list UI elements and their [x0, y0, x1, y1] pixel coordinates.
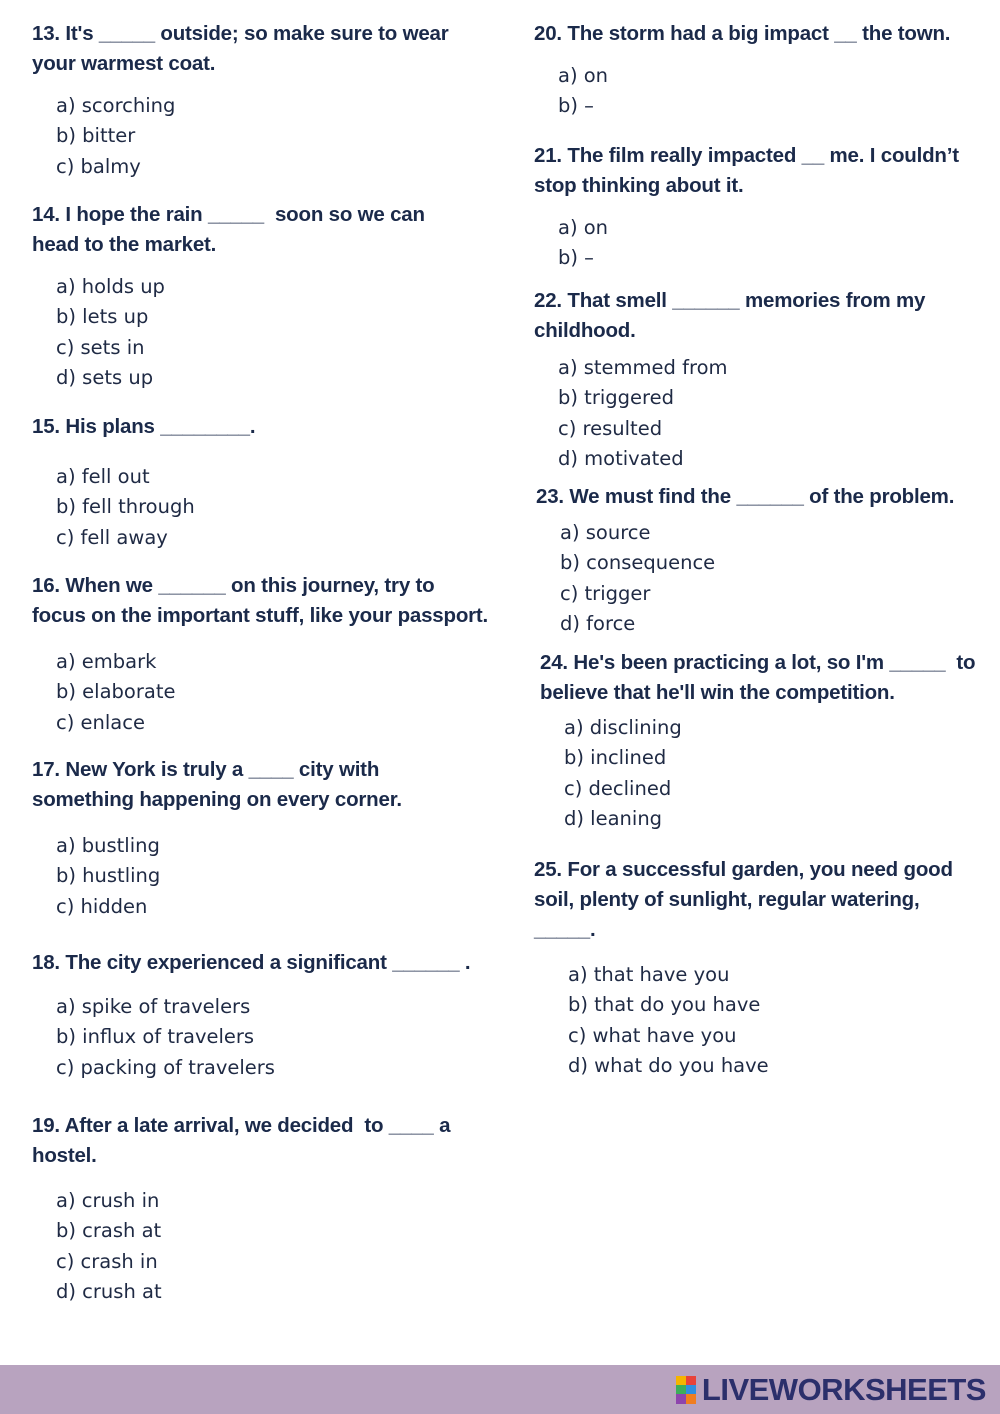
options-list: [32, 992, 470, 1083]
options-list: [534, 61, 950, 122]
liveworksheets-logo[interactable]: [676, 1374, 986, 1406]
question-text: 17. New York is truly a ____ city with something happening on every corner.: [32, 758, 402, 811]
option[interactable]: b) influx of travelers: [56, 1025, 255, 1049]
question-15: [32, 412, 255, 553]
question-24: [540, 648, 975, 834]
logo-mark-icon: [676, 1376, 696, 1404]
logo-square: [676, 1376, 686, 1385]
options-list: [32, 1186, 450, 1307]
option[interactable]: a) source: [560, 521, 651, 544]
option[interactable]: b) inclined: [564, 746, 667, 770]
option[interactable]: d) leaning: [564, 806, 663, 830]
logo-square: [686, 1376, 696, 1385]
option[interactable]: a) on: [558, 64, 609, 87]
question-text: 23. We must find the ______ of the problem.: [536, 485, 955, 508]
option[interactable]: c) balmy: [56, 154, 141, 178]
options-list: [32, 831, 402, 922]
option[interactable]: b) elaborate: [56, 680, 176, 704]
option[interactable]: c) declined: [564, 776, 672, 800]
option[interactable]: a) scorching: [56, 94, 176, 117]
option[interactable]: b) triggered: [558, 386, 674, 410]
options-list: [534, 960, 953, 1081]
option[interactable]: a) crush in: [56, 1189, 160, 1212]
option[interactable]: d) sets up: [56, 365, 154, 389]
question-text: 18. The city experienced a significant ______ .: [32, 951, 471, 974]
option[interactable]: c) resulted: [558, 416, 663, 440]
option[interactable]: b) lets up: [56, 305, 149, 329]
question-23: [536, 482, 954, 639]
question-17: [32, 755, 402, 922]
option[interactable]: c) trigger: [560, 581, 651, 605]
question-text: 20. The storm had a big impact __ the town.: [534, 22, 951, 45]
option[interactable]: a) embark: [56, 650, 157, 673]
question-18: [32, 948, 470, 1083]
footer-band: [0, 1365, 1000, 1414]
options-list: [32, 272, 425, 393]
question-22: [534, 286, 925, 474]
question-25: [534, 855, 953, 1081]
option[interactable]: b) bitter: [56, 124, 136, 148]
logo-square: [676, 1394, 686, 1404]
option[interactable]: a) spike of travelers: [56, 995, 251, 1018]
logo-square: [686, 1394, 696, 1404]
options-list: [534, 353, 925, 474]
question-text: 14. I hope the rain _____ soon so we can head to the market.: [32, 203, 425, 256]
question-20: [534, 19, 950, 122]
question-13: [32, 19, 449, 182]
question-14: [32, 200, 425, 393]
option[interactable]: b) consequence: [560, 551, 716, 575]
question-text: 21. The film really impacted __ me. I couldn’t stop thinking about it.: [534, 144, 959, 197]
option[interactable]: a) that have you: [568, 963, 730, 986]
options-list: [32, 91, 449, 182]
option[interactable]: b) hustling: [56, 864, 161, 888]
option[interactable]: c) hidden: [56, 894, 148, 918]
question-text: 16. When we ______ on this journey, try to focus on the important stuff, like your passport.: [32, 574, 489, 627]
logo-square: [676, 1385, 686, 1394]
logo-square: [686, 1385, 696, 1394]
option[interactable]: c) packing of travelers: [56, 1055, 275, 1079]
option[interactable]: a) holds up: [56, 275, 165, 298]
option[interactable]: c) crash in: [56, 1249, 158, 1273]
option[interactable]: a) fell out: [56, 465, 150, 488]
option[interactable]: c) what have you: [568, 1023, 737, 1047]
options-list: [32, 647, 488, 738]
options-list: [32, 462, 255, 553]
option[interactable]: b) –: [558, 94, 594, 118]
option[interactable]: c) fell away: [56, 525, 168, 549]
option[interactable]: a) on: [558, 216, 609, 239]
option[interactable]: d) force: [560, 611, 636, 635]
options-list: [540, 713, 975, 834]
question-text: 13. It's _____ outside; so make sure to wear your warmest coat.: [32, 22, 449, 75]
option[interactable]: c) sets in: [56, 335, 145, 359]
option[interactable]: d) motivated: [558, 446, 684, 470]
option[interactable]: b) fell through: [56, 495, 195, 519]
options-list: [534, 213, 959, 274]
option[interactable]: a) bustling: [56, 834, 160, 857]
option[interactable]: b) –: [558, 246, 594, 270]
logo-text: LIVEWORKSHEETS: [701, 1372, 986, 1407]
options-list: [536, 518, 954, 639]
question-text: 19. After a late arrival, we decided to ____ a hostel.: [32, 1114, 451, 1167]
option[interactable]: a) stemmed from: [558, 356, 728, 379]
question-21: [534, 141, 959, 274]
question-text: 24. He's been practicing a lot, so I'm _____ to believe that he'll win the competition.: [540, 651, 976, 704]
question-19: [32, 1111, 450, 1307]
question-16: [32, 571, 488, 738]
option[interactable]: d) what do you have: [568, 1053, 769, 1077]
question-text: 22. That smell ______ memories from my childhood.: [534, 289, 926, 342]
option[interactable]: b) that do you have: [568, 993, 761, 1017]
option[interactable]: b) crash at: [56, 1219, 162, 1243]
question-text: 15. His plans ________.: [32, 415, 256, 438]
option[interactable]: a) disclining: [564, 716, 682, 739]
option[interactable]: d) crush at: [56, 1279, 162, 1303]
option[interactable]: c) enlace: [56, 710, 145, 734]
question-text: 25. For a successful garden, you need good soil, plenty of sunlight, regular watering, _____.: [534, 858, 953, 941]
